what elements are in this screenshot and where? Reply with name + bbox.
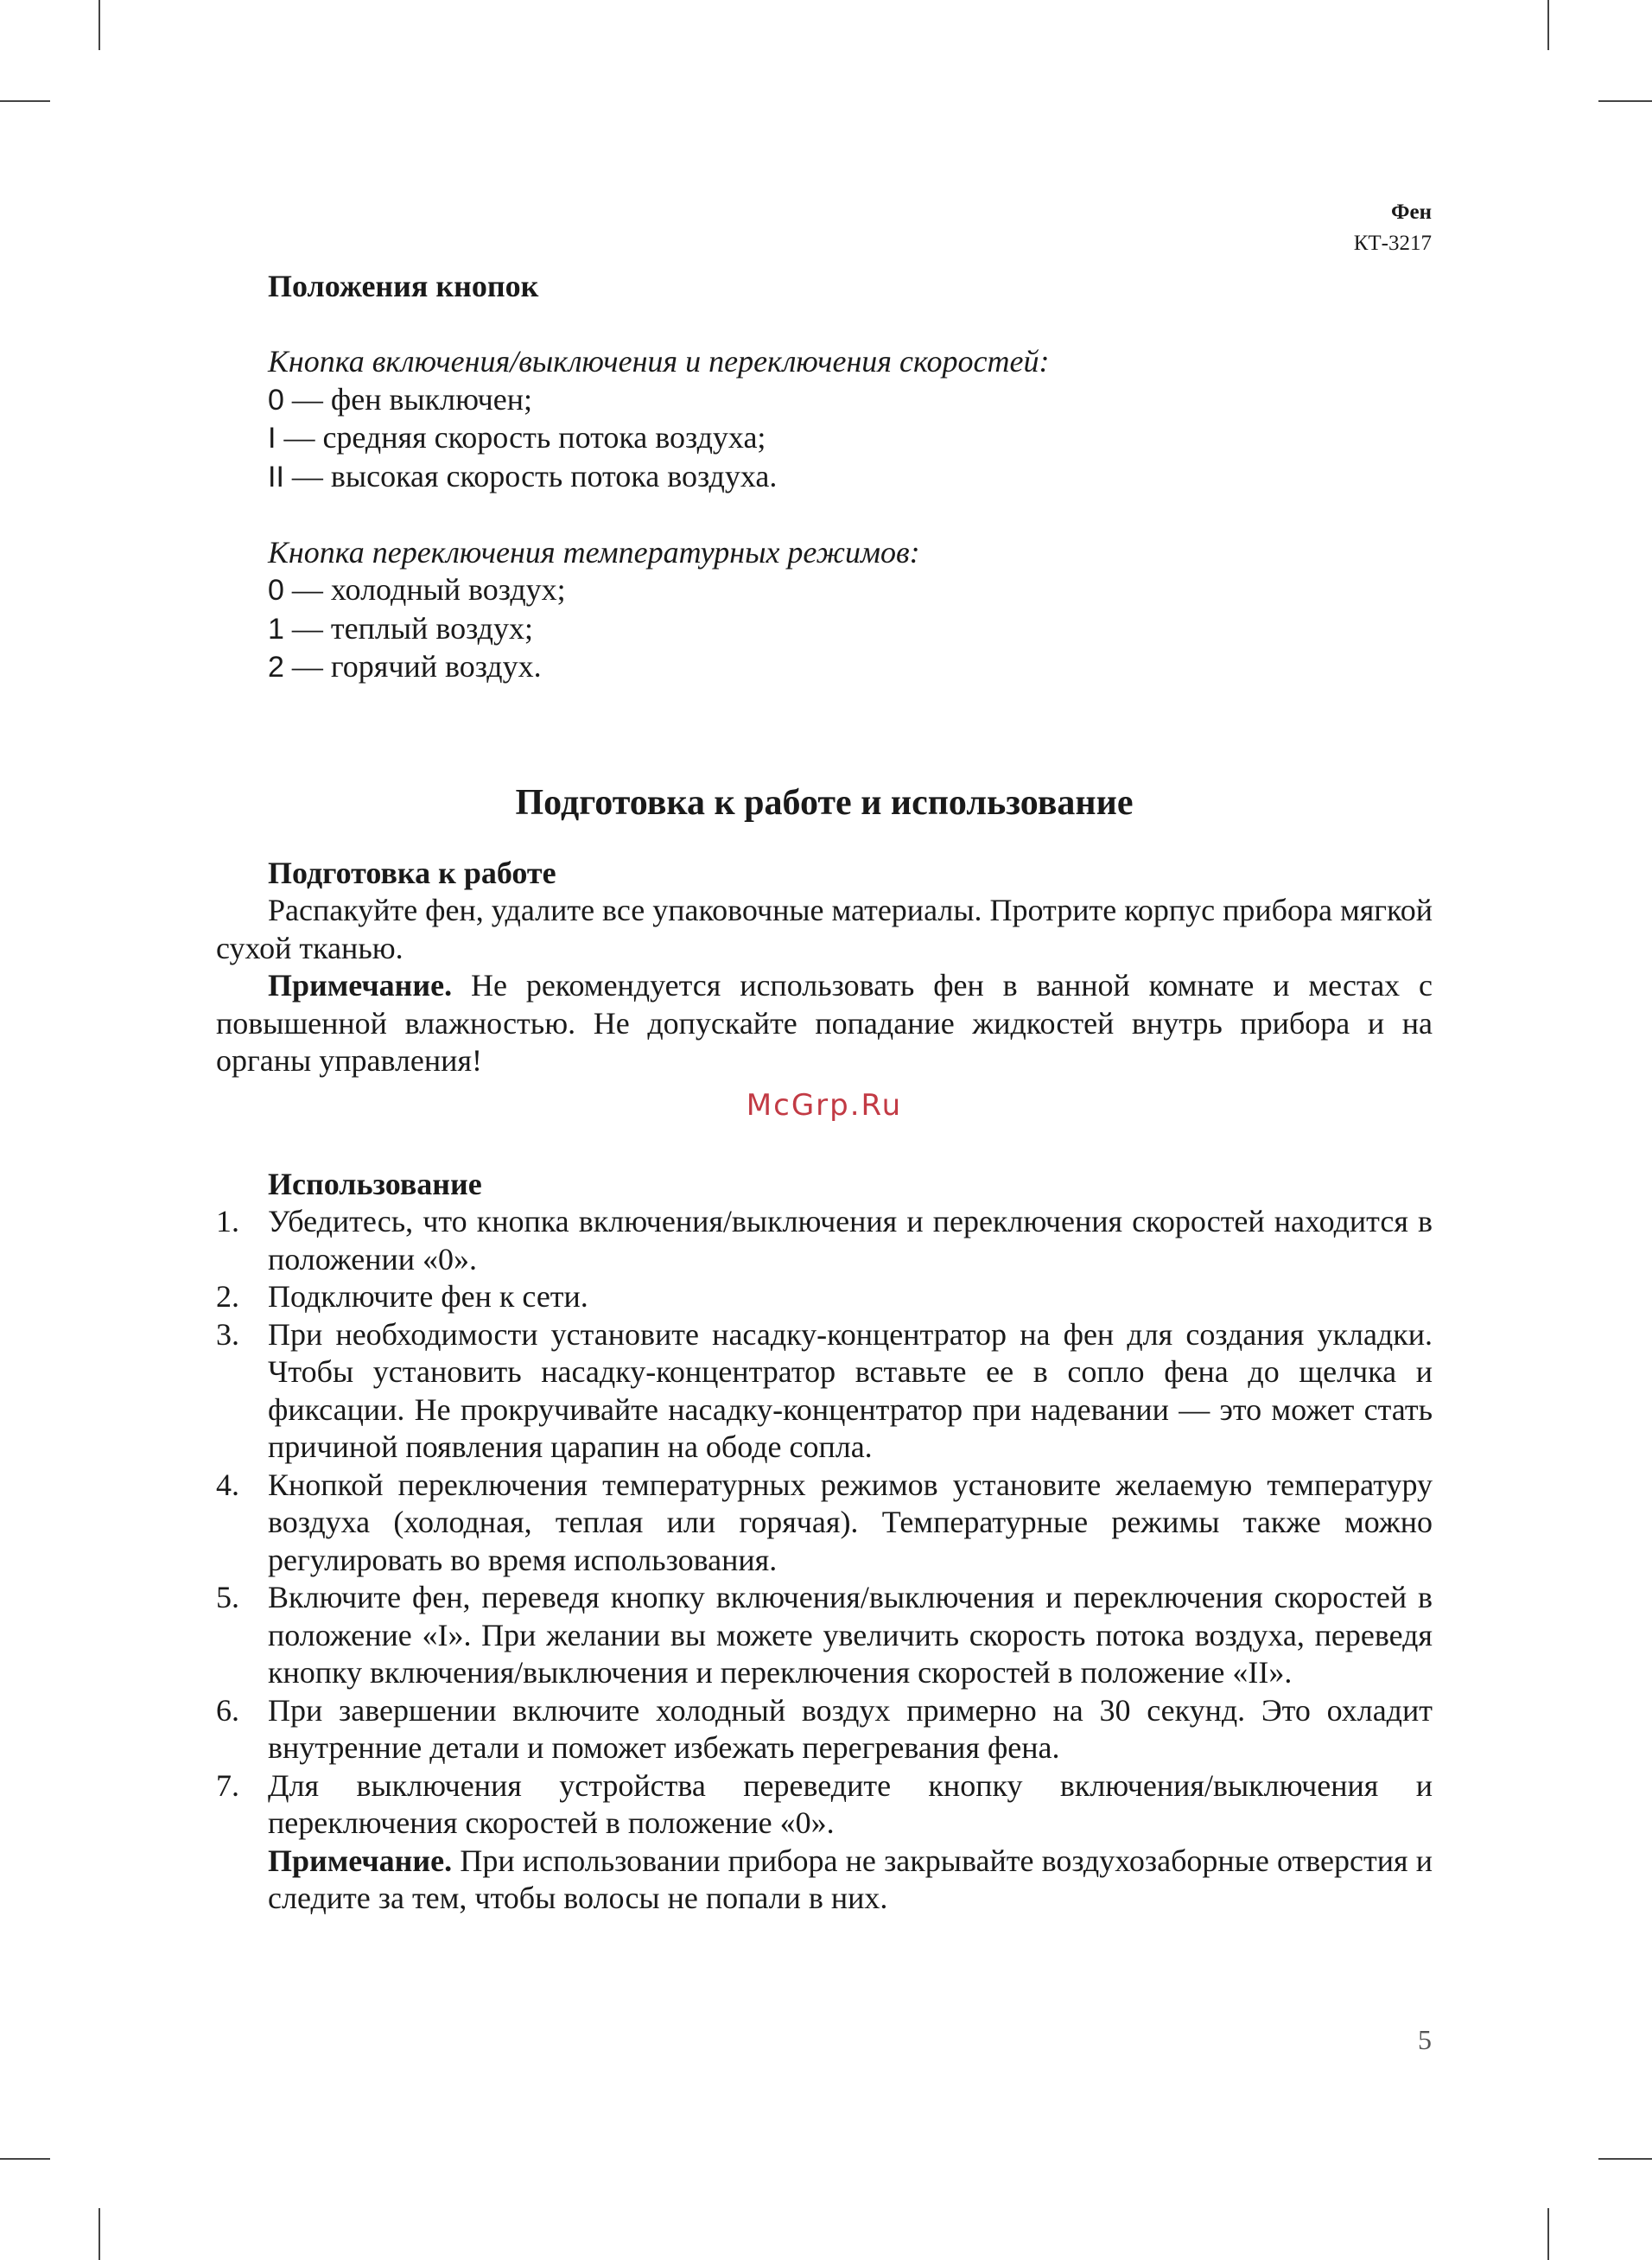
crop-mark bbox=[0, 2158, 50, 2160]
list-item bbox=[216, 1278, 1433, 1316]
header-model: КТ-3217 bbox=[1353, 232, 1432, 255]
crop-mark bbox=[1547, 0, 1549, 50]
usage-note bbox=[216, 1843, 1433, 1918]
buttons-section-title: Положения кнопок bbox=[268, 269, 539, 303]
list-item bbox=[216, 1767, 1433, 1843]
step-number: 6. bbox=[216, 1692, 239, 1728]
prep-heading: Подготовка к работе bbox=[268, 855, 556, 890]
step-text: Подключите фен к сети. bbox=[268, 1279, 588, 1314]
position-code: 0 bbox=[268, 574, 284, 607]
prep-note bbox=[216, 967, 1433, 1080]
position-code: II bbox=[268, 460, 284, 493]
power-button-caption: Кнопка включения/выключения и переключения скоростей: bbox=[268, 344, 1050, 379]
note-label: Примечание. bbox=[268, 968, 453, 1003]
step-text: Убедитесь, что кнопка включения/выключения и переключения скоростей находится в положении «0». bbox=[268, 1204, 1433, 1276]
list-item bbox=[216, 1467, 1433, 1580]
temp-button-item bbox=[216, 648, 1433, 687]
step-number: 4. bbox=[216, 1467, 239, 1502]
position-text: — теплый воздух; bbox=[283, 610, 533, 646]
running-header bbox=[1354, 197, 1432, 259]
step-text: При необходимости установите насадку-концентратор на фен для создания укладки. Чтобы установить насадку-концентратор вставьте ее в сопло фена до щелчка и фиксации. Не прокручивайте насадку-концентратор при надевании — это может стать причиной появления царапин на ободе сопла. bbox=[268, 1316, 1433, 1464]
note-text: При использовании прибора не закрывайте воздухозаборные отверстия и следите за тем, чтобы волосы не попали в них. bbox=[268, 1843, 1433, 1915]
crop-mark bbox=[1547, 2208, 1549, 2260]
position-text: — фен выключен; bbox=[283, 381, 533, 417]
temp-button-item bbox=[216, 571, 1433, 610]
position-text: — средняя скорость потока воздуха; bbox=[276, 420, 766, 455]
step-number: 5. bbox=[216, 1580, 239, 1614]
list-item bbox=[216, 1692, 1433, 1767]
crop-mark bbox=[1598, 2158, 1652, 2160]
crop-mark bbox=[98, 2208, 100, 2260]
power-button-item bbox=[216, 458, 1433, 497]
crop-mark bbox=[98, 0, 100, 50]
page-content bbox=[216, 268, 1433, 1918]
section-title: Подготовка к работе и использование bbox=[515, 782, 1134, 823]
power-button-item bbox=[216, 381, 1433, 420]
step-number: 7. bbox=[216, 1767, 239, 1803]
position-code: 1 bbox=[268, 612, 284, 646]
crop-mark bbox=[0, 100, 50, 102]
list-item bbox=[216, 1579, 1433, 1692]
list-item bbox=[216, 1316, 1433, 1467]
position-code: 2 bbox=[268, 651, 284, 684]
temp-button-caption: Кнопка переключения температурных режимов: bbox=[268, 534, 920, 570]
watermark-link[interactable]: McGrp.Ru bbox=[746, 1087, 903, 1123]
page-number: 5 bbox=[1418, 2024, 1432, 2055]
step-text: Кнопкой переключения температурных режимов установите желаемую температуру воздуха (холодная, теплая или горячая). Температурные режимы также можно регулировать во время использования. bbox=[268, 1467, 1433, 1577]
list-item bbox=[216, 1203, 1433, 1278]
position-code: I bbox=[268, 422, 276, 455]
position-code: 0 bbox=[268, 383, 284, 417]
step-number: 2. bbox=[216, 1279, 239, 1314]
usage-heading: Использование bbox=[268, 1166, 482, 1201]
crop-mark bbox=[1598, 100, 1652, 102]
step-text: При завершении включите холодный воздух примерно на 30 секунд. Это охладит внутренние детали и поможет избежать перегревания фена. bbox=[268, 1692, 1433, 1765]
header-product: Фен bbox=[1391, 201, 1432, 224]
prep-paragraph: Распакуйте фен, удалите все упаковочные материалы. Протрите корпус прибора мягкой сухой тканью. bbox=[216, 893, 1433, 965]
temp-button-item bbox=[216, 610, 1433, 649]
usage-steps bbox=[216, 1203, 1433, 1843]
position-text: — холодный воздух; bbox=[283, 572, 566, 607]
step-text: Включите фен, переведя кнопку включения/выключения и переключения скоростей в положение «I». При желании вы можете увеличить скорость потока воздуха, переведя кнопку включения/выключения и переключения скоростей в положение «II». bbox=[268, 1580, 1433, 1690]
position-text: — высокая скорость потока воздуха. bbox=[283, 458, 778, 493]
note-text: Не рекомендуется использовать фен в ванной комнате и местах с повышенной влажностью. Не допускайте попадание жидкостей внутрь прибора и на органы управления! bbox=[216, 968, 1433, 1078]
power-button-item bbox=[216, 419, 1433, 458]
step-number: 3. bbox=[216, 1316, 239, 1352]
position-text: — горячий воздух. bbox=[283, 649, 542, 684]
note-label: Примечание. bbox=[268, 1843, 453, 1878]
step-number: 1. bbox=[216, 1204, 239, 1238]
step-text: Для выключения устройства переведите кнопку включения/выключения и переключения скоростей в положение «0». bbox=[268, 1767, 1433, 1840]
